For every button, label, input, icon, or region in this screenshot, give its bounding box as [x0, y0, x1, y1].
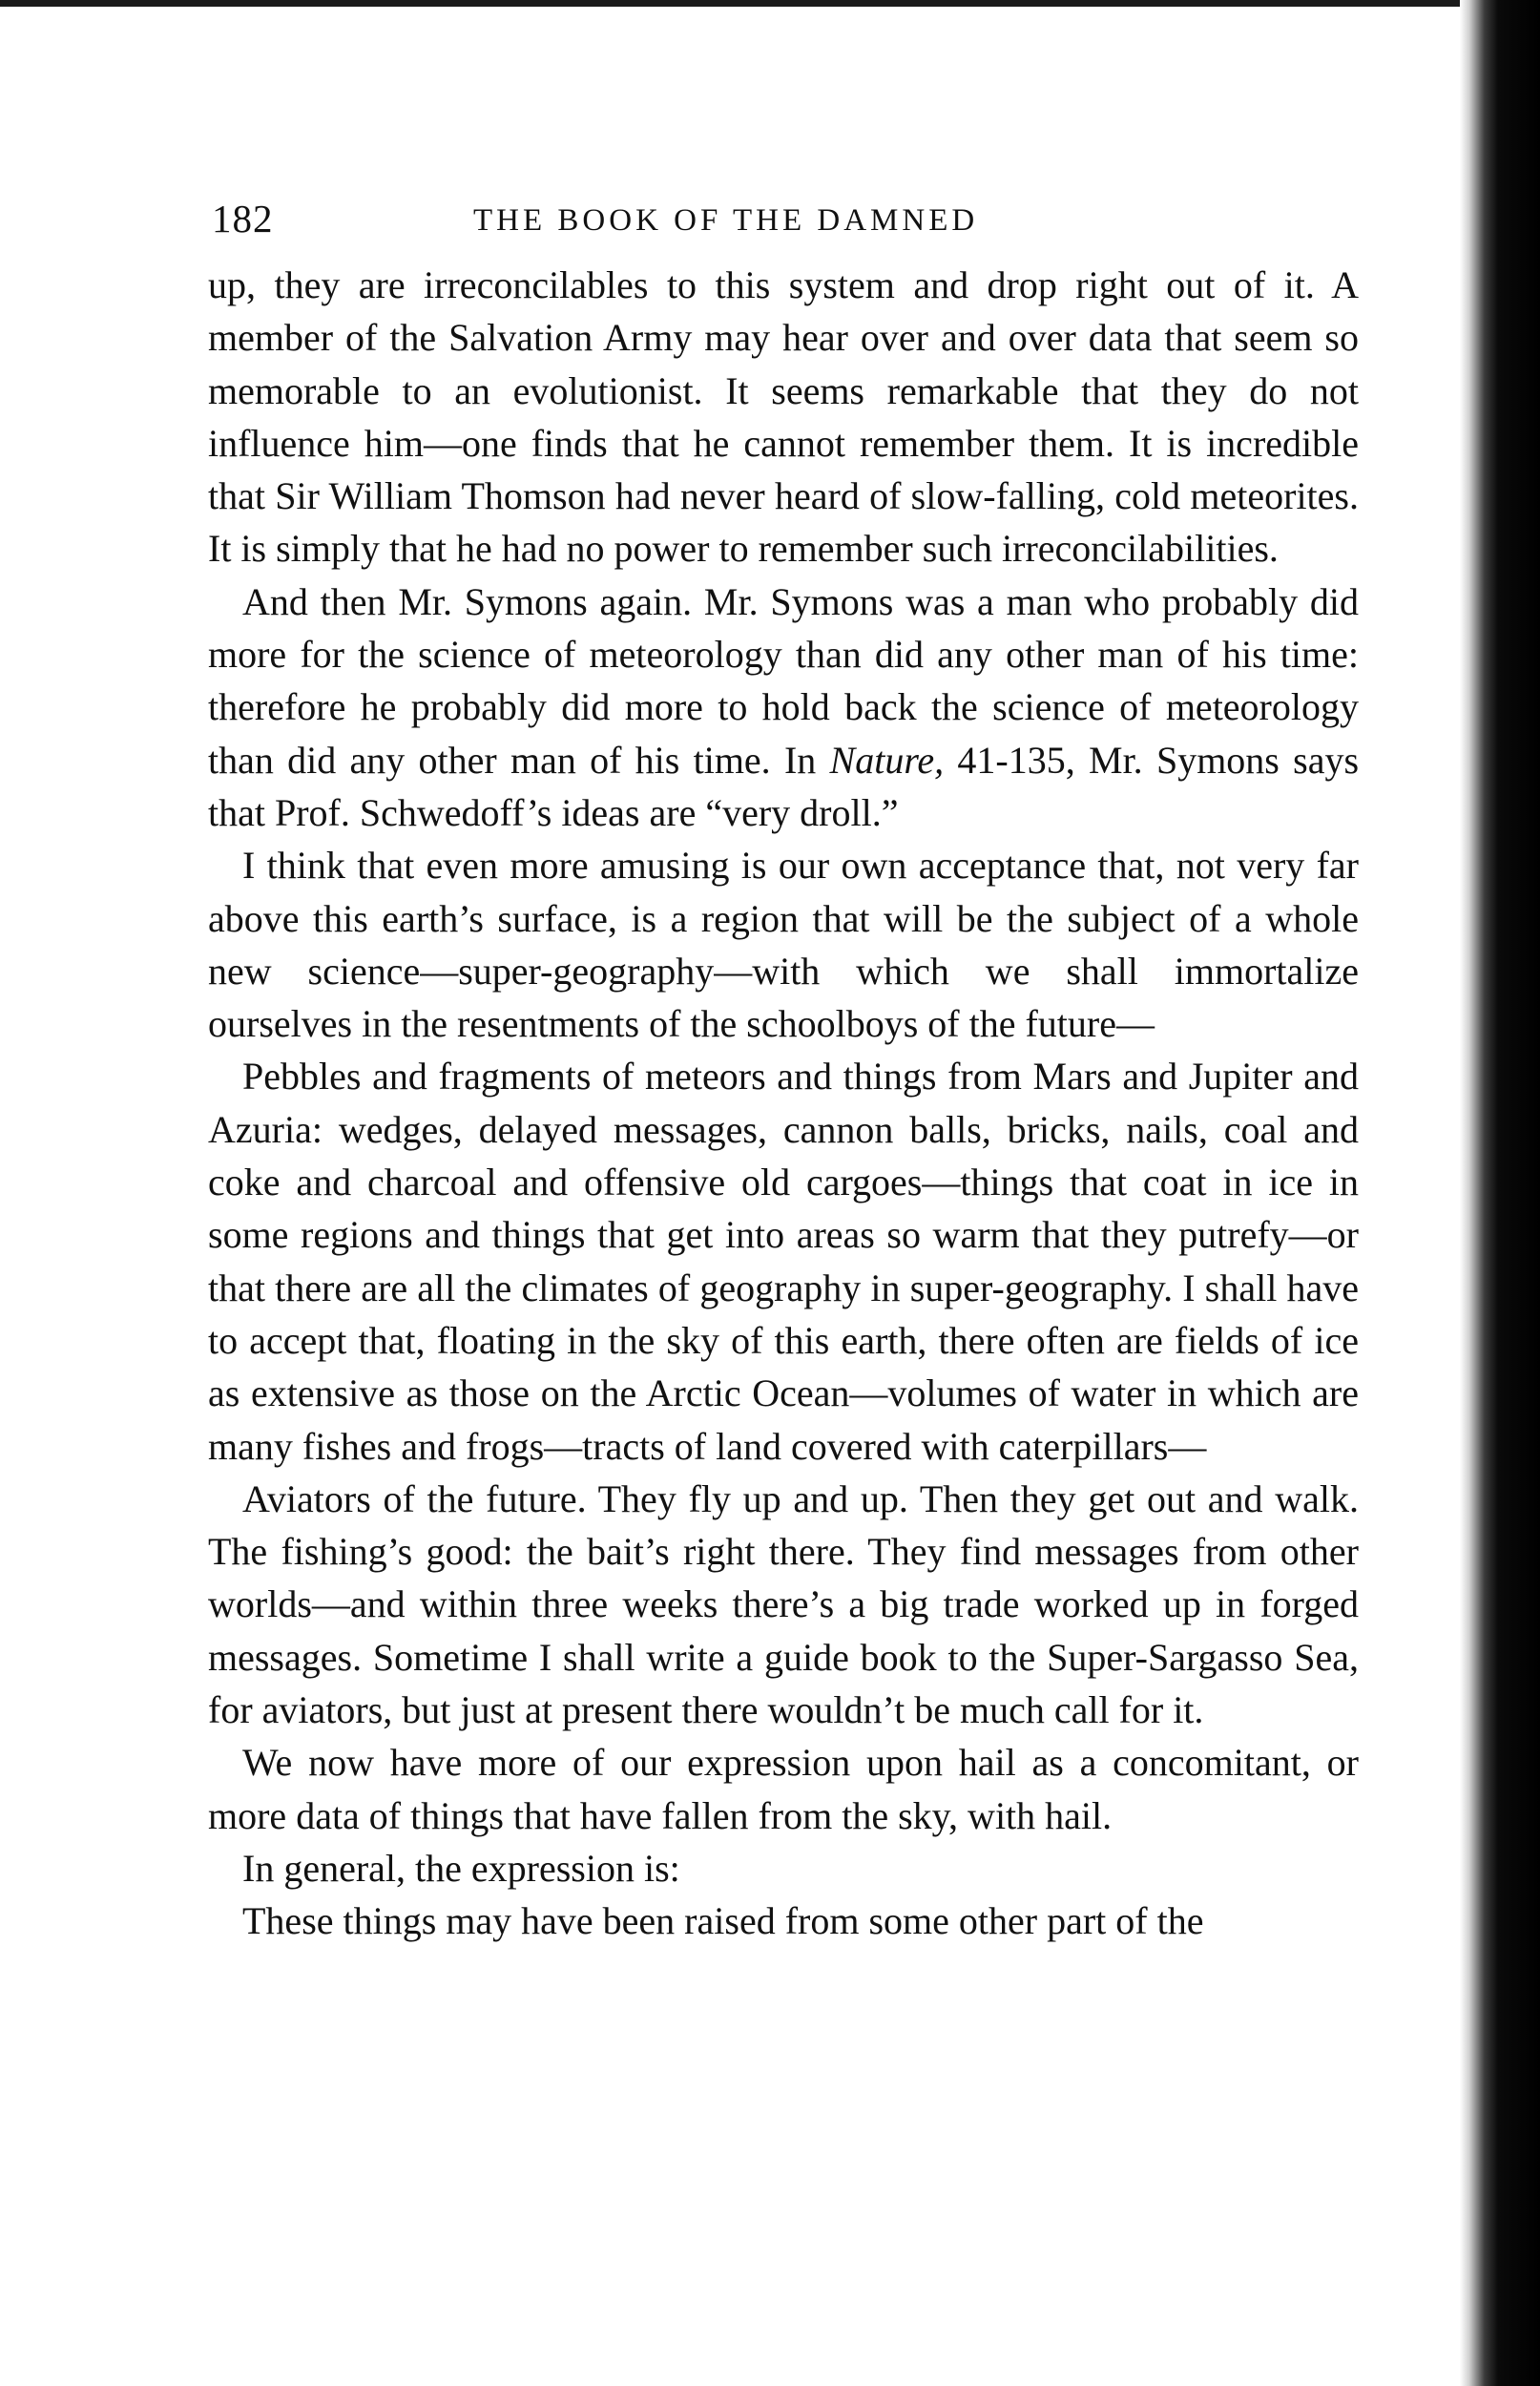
- page-number: 182: [212, 197, 274, 241]
- running-header: [208, 196, 1359, 249]
- paragraph-5: Aviators of the future. They fly up and up. Then they get out and walk. The fishing’s good: the bait’s right there. They find messages from other worlds—and within three weeks there’s a big trade worked up in forged messages. Sometime I shall write a guide book to the Super-Sargasso Sea, for aviators, but just at present there wouldn’t be much call for it.: [208, 1476, 1359, 1732]
- paragraph-2-text: And then Mr. Symons again. Mr. Symons was a man who probably did more for the science of meteorology than did any other man of his time: therefore he probably did more to hold back the science of meteorology than did any other man of his time. In: [208, 579, 1359, 782]
- paragraph-8: These things may have been raised from some other part of the: [242, 1899, 1204, 1943]
- book-page: [208, 196, 1359, 1948]
- book-title: THE BOOK OF THE DAMNED: [473, 203, 979, 238]
- body-text: [208, 259, 1359, 1948]
- citation-journal: Nature,: [829, 738, 945, 782]
- paragraph-4: Pebbles and fragments of meteors and things from Mars and Jupiter and Azuria: wedges, delayed messages, cannon balls, bricks, nails, coal and coke and charcoal and offensive old cargoes—things that coat in ice in some regions and things that get into areas so warm that they putrefy—or that there are all the climates of geography in super-geography. I shall have to accept that, floating in the sky of this earth, there often are fields of ice as extensive as those on the Arctic Ocean—volumes of water in which are many fishes and frogs—tracts of land covered with caterpillars—: [208, 1055, 1359, 1468]
- paragraph-6: We now have more of our expression upon hail as a concomitant, or more data of things that have fallen from the sky, with hail.: [208, 1741, 1359, 1837]
- binding-edge-shadow: [1460, 0, 1540, 2386]
- citation-rest: 41-135, Mr. Symons says that Prof. Schwedoff’s ideas are “very droll.”: [208, 738, 1360, 834]
- paragraph-3: I think that even more amusing is our own acceptance that, not very far above this earth’s surface, is a region that will be the subject of a whole new science—super-geography—with which we shall immortalize ourselves in the resentments of the schoolboys of the future—: [208, 844, 1359, 1046]
- paragraph-7: In general, the expression is:: [242, 1846, 680, 1890]
- paragraph-2: [208, 576, 1359, 839]
- paragraph-1: up, they are irreconcilables to this system and drop right out of it. A member of the Salvation Army may hear over and over data that seem so memorable to an evolutionist. It seems remarkable that they do not influence him—one finds that he cannot remember them. It is incredible that Sir William Thomson had never heard of slow-falling, cold meteorites. It is simply that he had no power to remember such irreconcilabilities.: [208, 263, 1359, 571]
- page-top-edge: [0, 0, 1540, 7]
